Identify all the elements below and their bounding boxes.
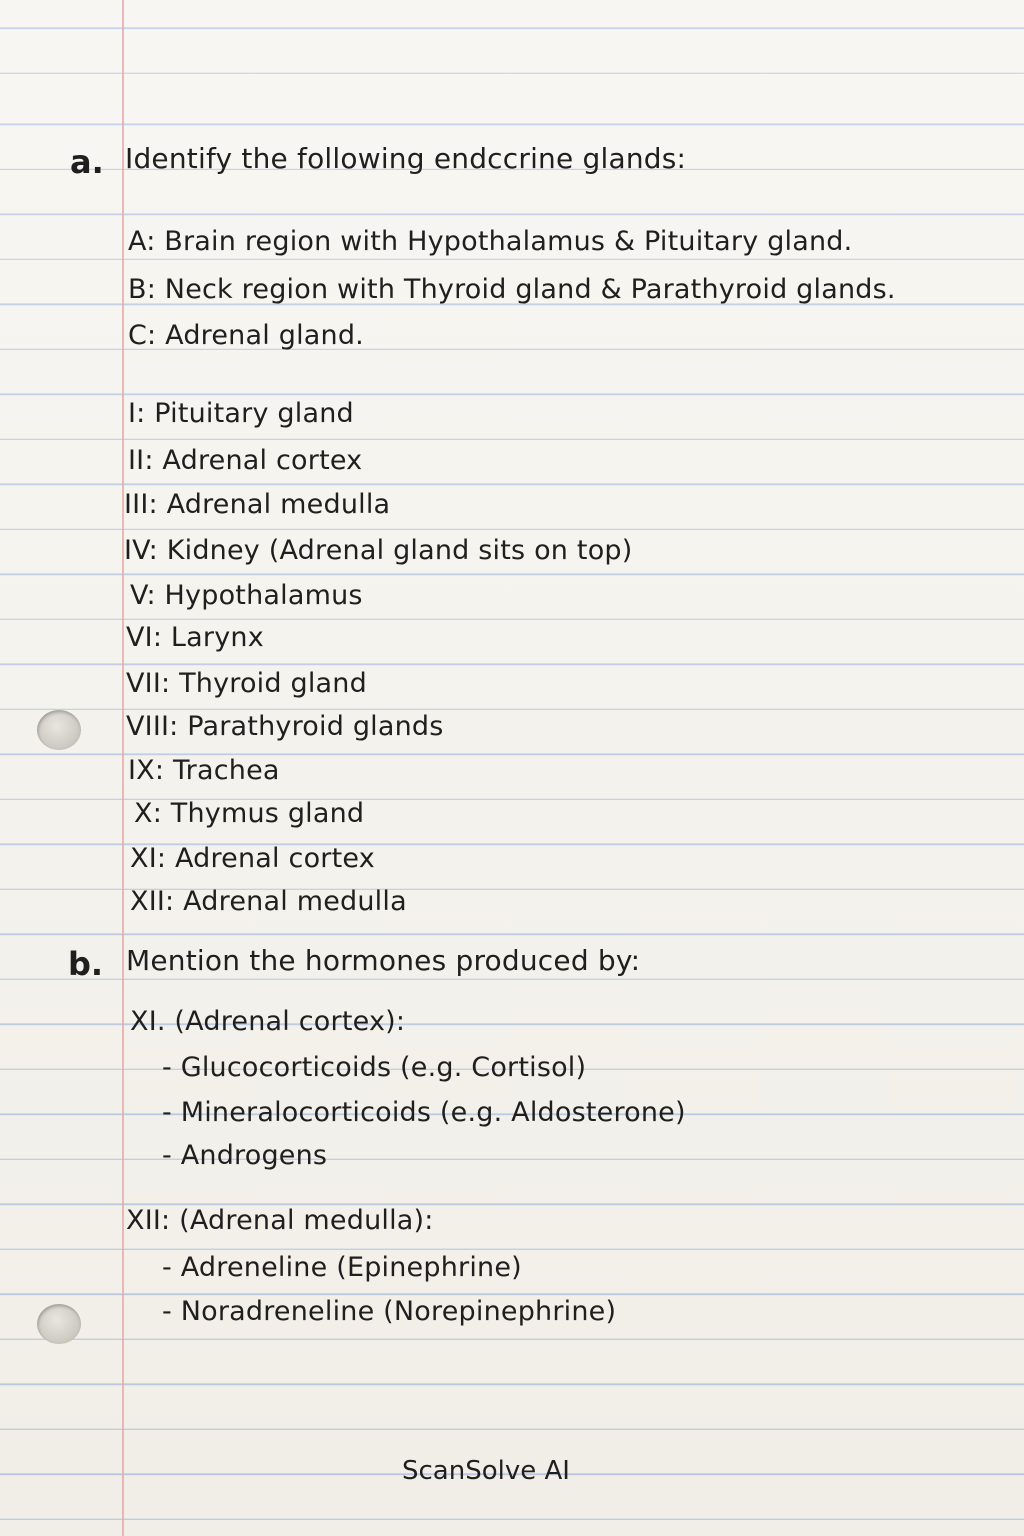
label-line: IV: Kidney (Adrenal gland sits on top) (124, 535, 633, 566)
label-line: III: Adrenal medulla (124, 489, 391, 520)
region-line: A: Brain region with Hypothalamus & Pituitary gland. (128, 226, 853, 257)
margin-line (122, 0, 124, 1536)
hormone-item: - Adreneline (Epinephrine) (162, 1252, 522, 1283)
part-a-marker: a. (70, 143, 104, 181)
label-line: IX: Trachea (128, 755, 280, 786)
punch-hole (37, 1304, 81, 1344)
region-line: B: Neck region with Thyroid gland & Parathyroid glands. (128, 274, 896, 305)
label-line: XI: Adrenal cortex (130, 843, 375, 874)
footer-watermark: ScanSolve AI (402, 1456, 570, 1486)
label-line: XII: Adrenal medulla (130, 886, 407, 917)
part-b-prompt: Mention the hormones produced by: (126, 944, 641, 977)
label-line: VIII: Parathyroid glands (126, 711, 444, 742)
label-line: II: Adrenal cortex (128, 445, 363, 476)
part-a-prompt: Identify the following endccrine glands: (125, 142, 687, 175)
part-b-marker: b. (68, 945, 104, 983)
hormone-item: - Androgens (162, 1140, 328, 1171)
hormone-item: - Mineralocorticoids (e.g. Aldosterone) (162, 1097, 686, 1128)
label-line: I: Pituitary gland (128, 398, 354, 429)
label-line: V: Hypothalamus (130, 580, 363, 611)
hormone-item: - Glucocorticoids (e.g. Cortisol) (162, 1052, 587, 1083)
label-line: X: Thymus gland (134, 798, 365, 829)
label-line: VI: Larynx (126, 622, 264, 653)
label-line: VII: Thyroid gland (126, 668, 367, 699)
hormone-group-heading: XI. (Adrenal cortex): (130, 1006, 406, 1037)
region-line: C: Adrenal gland. (128, 320, 364, 351)
punch-hole (37, 710, 81, 750)
hormone-item: - Noradreneline (Norepinephrine) (162, 1296, 617, 1327)
hormone-group-heading: XII: (Adrenal medulla): (126, 1205, 434, 1236)
